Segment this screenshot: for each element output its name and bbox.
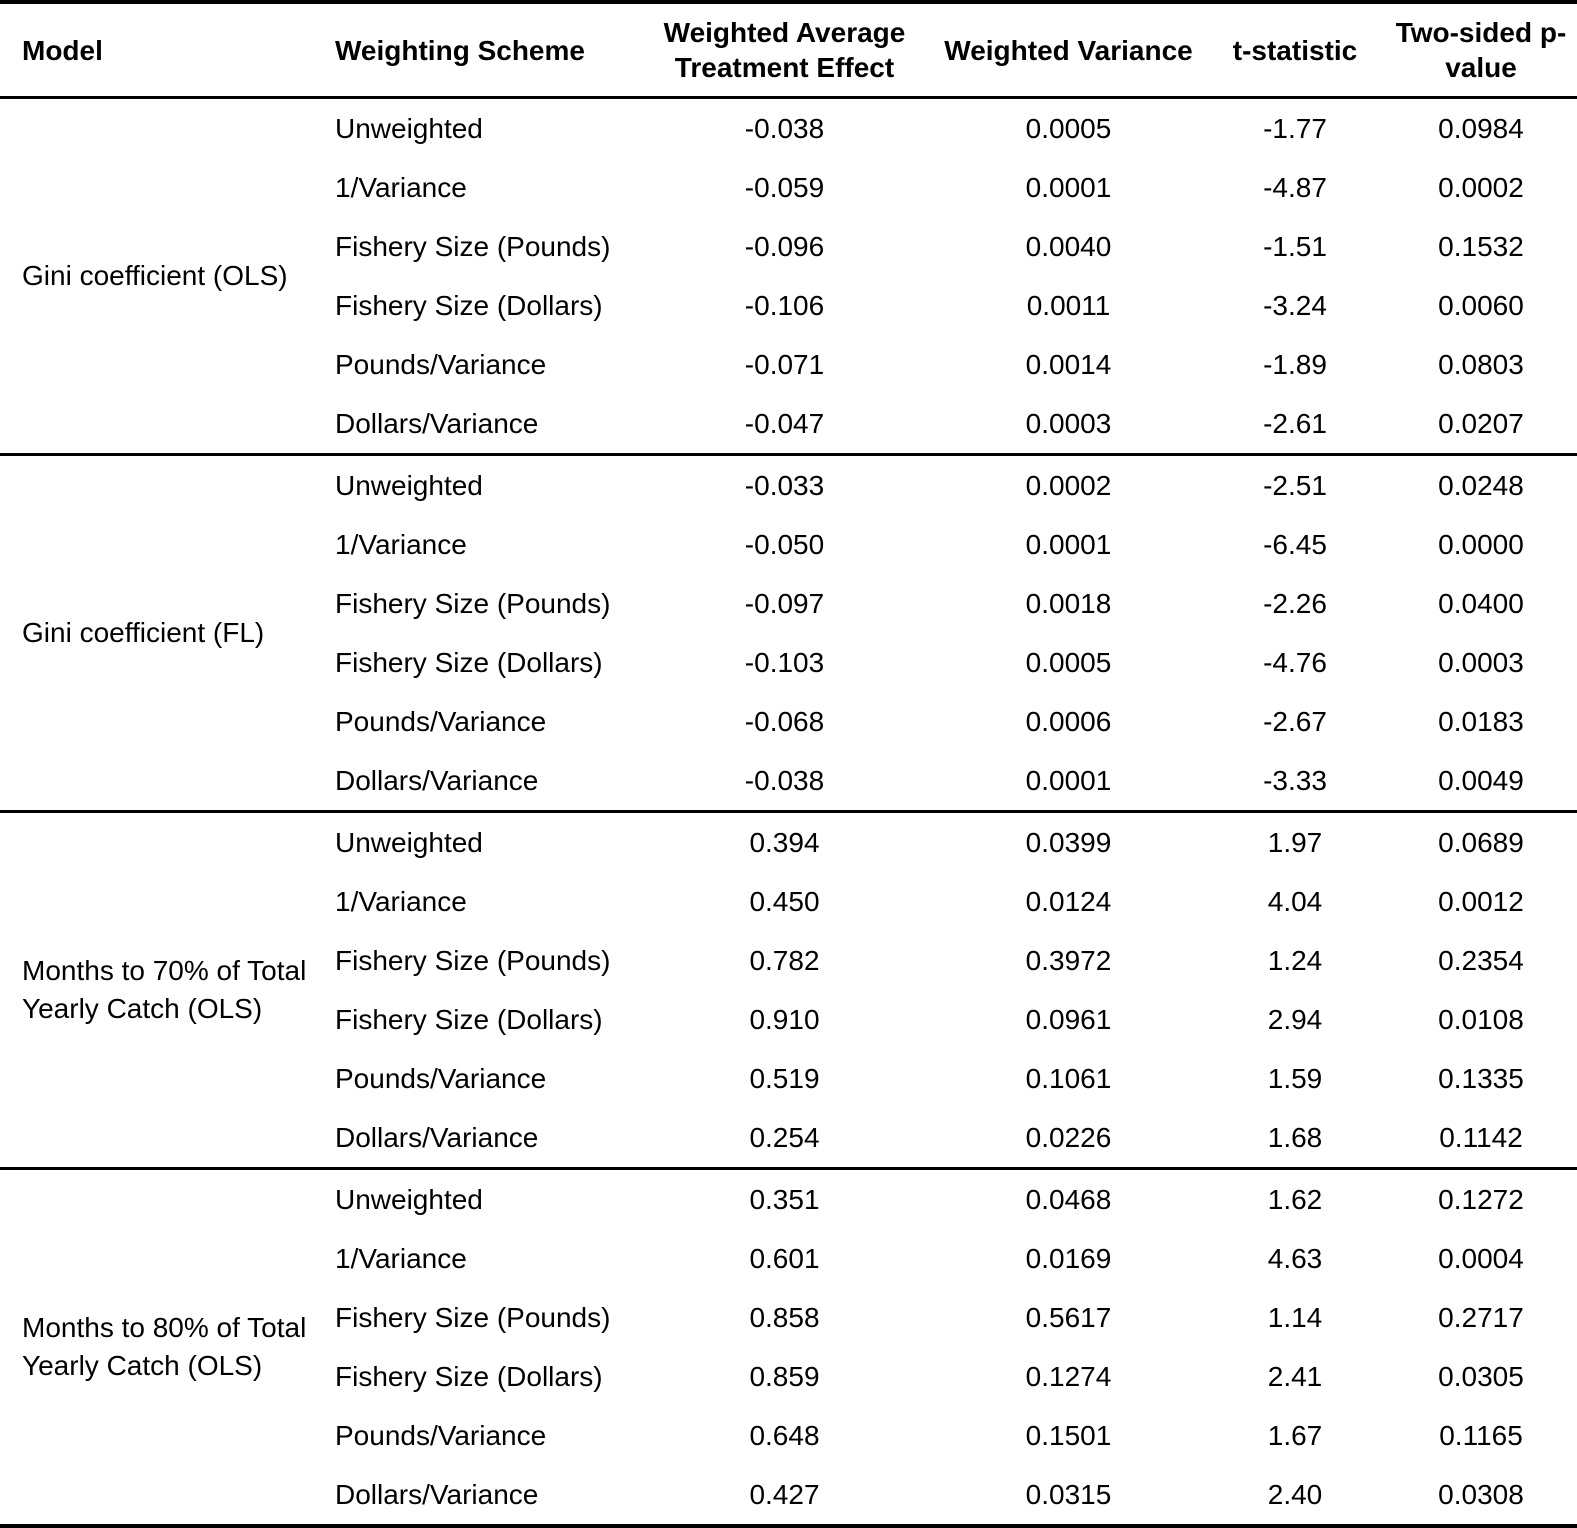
value-cell-pval: 0.0004 xyxy=(1385,1229,1577,1288)
value-cell-wvar: 0.0226 xyxy=(932,1108,1205,1169)
value-cell-wvar: 0.0003 xyxy=(932,394,1205,455)
value-cell-wvar: 0.0011 xyxy=(932,276,1205,335)
value-cell-wate: -0.068 xyxy=(637,692,932,751)
column-header-wate: Weighted Average Treatment Effect xyxy=(637,2,932,98)
value-cell-wvar: 0.0014 xyxy=(932,335,1205,394)
value-cell-wate: -0.047 xyxy=(637,394,932,455)
column-header-tstat: t-statistic xyxy=(1205,2,1385,98)
value-cell-tstat: -4.76 xyxy=(1205,633,1385,692)
table-row xyxy=(0,98,1577,159)
weighting-scheme-cell: 1/Variance xyxy=(325,1229,637,1288)
value-cell-wate: 0.859 xyxy=(637,1347,932,1406)
value-cell-wvar: 0.0468 xyxy=(932,1169,1205,1230)
value-cell-wvar: 0.1274 xyxy=(932,1347,1205,1406)
value-cell-wate: 0.450 xyxy=(637,872,932,931)
header-row xyxy=(0,2,1577,98)
value-cell-pval: 0.0002 xyxy=(1385,158,1577,217)
value-cell-pval: 0.1272 xyxy=(1385,1169,1577,1230)
value-cell-pval: 0.0689 xyxy=(1385,812,1577,873)
value-cell-tstat: -2.61 xyxy=(1205,394,1385,455)
value-cell-wate: -0.103 xyxy=(637,633,932,692)
weighting-scheme-cell: Unweighted xyxy=(325,98,637,159)
value-cell-wate: -0.038 xyxy=(637,751,932,812)
table-row xyxy=(0,455,1577,516)
weighting-scheme-cell: Unweighted xyxy=(325,455,637,516)
weighting-scheme-cell: Dollars/Variance xyxy=(325,751,637,812)
value-cell-wate: -0.033 xyxy=(637,455,932,516)
value-cell-wvar: 0.0399 xyxy=(932,812,1205,873)
value-cell-wvar: 0.1501 xyxy=(932,1406,1205,1465)
value-cell-tstat: 2.94 xyxy=(1205,990,1385,1049)
weighting-scheme-cell: Dollars/Variance xyxy=(325,1108,637,1169)
value-cell-wate: -0.038 xyxy=(637,98,932,159)
value-cell-wate: 0.254 xyxy=(637,1108,932,1169)
weighting-scheme-cell: Dollars/Variance xyxy=(325,394,637,455)
value-cell-pval: 0.1335 xyxy=(1385,1049,1577,1108)
weighting-scheme-cell: 1/Variance xyxy=(325,872,637,931)
value-cell-tstat: 1.68 xyxy=(1205,1108,1385,1169)
value-cell-wate: 0.427 xyxy=(637,1465,932,1526)
value-cell-tstat: 4.63 xyxy=(1205,1229,1385,1288)
value-cell-pval: 0.0012 xyxy=(1385,872,1577,931)
value-cell-pval: 0.2717 xyxy=(1385,1288,1577,1347)
value-cell-pval: 0.0183 xyxy=(1385,692,1577,751)
value-cell-wvar: 0.0005 xyxy=(932,98,1205,159)
value-cell-tstat: 1.67 xyxy=(1205,1406,1385,1465)
weighting-scheme-cell: Unweighted xyxy=(325,1169,637,1230)
value-cell-tstat: -2.26 xyxy=(1205,574,1385,633)
model-cell: Months to 80% of Total Yearly Catch (OLS) xyxy=(0,1169,325,1527)
value-cell-tstat: -4.87 xyxy=(1205,158,1385,217)
value-cell-wvar: 0.0005 xyxy=(932,633,1205,692)
value-cell-pval: 0.0003 xyxy=(1385,633,1577,692)
value-cell-tstat: -3.33 xyxy=(1205,751,1385,812)
weighting-scheme-cell: Pounds/Variance xyxy=(325,1049,637,1108)
value-cell-tstat: -1.89 xyxy=(1205,335,1385,394)
weighting-scheme-cell: Fishery Size (Dollars) xyxy=(325,276,637,335)
weighting-scheme-cell: 1/Variance xyxy=(325,515,637,574)
value-cell-tstat: -1.77 xyxy=(1205,98,1385,159)
weighting-scheme-cell: Fishery Size (Pounds) xyxy=(325,217,637,276)
value-cell-wate: -0.096 xyxy=(637,217,932,276)
value-cell-wvar: 0.0001 xyxy=(932,515,1205,574)
value-cell-pval: 0.0049 xyxy=(1385,751,1577,812)
value-cell-tstat: 1.97 xyxy=(1205,812,1385,873)
value-cell-wate: -0.059 xyxy=(637,158,932,217)
value-cell-pval: 0.0984 xyxy=(1385,98,1577,159)
table-row xyxy=(0,812,1577,873)
value-cell-tstat: 2.40 xyxy=(1205,1465,1385,1526)
value-cell-pval: 0.0305 xyxy=(1385,1347,1577,1406)
value-cell-tstat: 1.59 xyxy=(1205,1049,1385,1108)
value-cell-wate: 0.782 xyxy=(637,931,932,990)
column-header-scheme: Weighting Scheme xyxy=(325,2,637,98)
value-cell-pval: 0.1532 xyxy=(1385,217,1577,276)
weighting-scheme-cell: Fishery Size (Pounds) xyxy=(325,931,637,990)
value-cell-pval: 0.1142 xyxy=(1385,1108,1577,1169)
weighting-scheme-cell: Dollars/Variance xyxy=(325,1465,637,1526)
value-cell-tstat: -6.45 xyxy=(1205,515,1385,574)
value-cell-tstat: 2.41 xyxy=(1205,1347,1385,1406)
value-cell-wvar: 0.0001 xyxy=(932,158,1205,217)
value-cell-pval: 0.1165 xyxy=(1385,1406,1577,1465)
weighting-scheme-cell: Fishery Size (Dollars) xyxy=(325,1347,637,1406)
value-cell-wate: 0.648 xyxy=(637,1406,932,1465)
value-cell-wvar: 0.0006 xyxy=(932,692,1205,751)
value-cell-wate: 0.351 xyxy=(637,1169,932,1230)
value-cell-tstat: -2.51 xyxy=(1205,455,1385,516)
weighting-scheme-cell: Pounds/Variance xyxy=(325,692,637,751)
value-cell-tstat: -2.67 xyxy=(1205,692,1385,751)
value-cell-wvar: 0.0169 xyxy=(932,1229,1205,1288)
value-cell-wvar: 0.0315 xyxy=(932,1465,1205,1526)
value-cell-pval: 0.0803 xyxy=(1385,335,1577,394)
value-cell-pval: 0.0060 xyxy=(1385,276,1577,335)
column-header-model: Model xyxy=(0,2,325,98)
value-cell-tstat: 1.14 xyxy=(1205,1288,1385,1347)
value-cell-wvar: 0.0001 xyxy=(932,751,1205,812)
column-header-pval: Two-sided p-value xyxy=(1385,2,1577,98)
value-cell-wate: -0.106 xyxy=(637,276,932,335)
table-row xyxy=(0,1169,1577,1230)
weighting-scheme-cell: 1/Variance xyxy=(325,158,637,217)
value-cell-pval: 0.0207 xyxy=(1385,394,1577,455)
value-cell-wvar: 0.0002 xyxy=(932,455,1205,516)
value-cell-tstat: 4.04 xyxy=(1205,872,1385,931)
table-body xyxy=(0,98,1577,1527)
value-cell-wvar: 0.5617 xyxy=(932,1288,1205,1347)
value-cell-wvar: 0.0961 xyxy=(932,990,1205,1049)
value-cell-wate: 0.858 xyxy=(637,1288,932,1347)
column-header-wvar: Weighted Variance xyxy=(932,2,1205,98)
weighting-scheme-cell: Fishery Size (Dollars) xyxy=(325,990,637,1049)
value-cell-wate: -0.097 xyxy=(637,574,932,633)
value-cell-wvar: 0.0040 xyxy=(932,217,1205,276)
value-cell-wate: -0.050 xyxy=(637,515,932,574)
value-cell-tstat: -3.24 xyxy=(1205,276,1385,335)
value-cell-wvar: 0.0124 xyxy=(932,872,1205,931)
value-cell-wate: 0.394 xyxy=(637,812,932,873)
value-cell-pval: 0.0308 xyxy=(1385,1465,1577,1526)
model-cell: Months to 70% of Total Yearly Catch (OLS) xyxy=(0,812,325,1169)
value-cell-pval: 0.0000 xyxy=(1385,515,1577,574)
model-cell: Gini coefficient (OLS) xyxy=(0,98,325,455)
value-cell-pval: 0.0248 xyxy=(1385,455,1577,516)
value-cell-tstat: -1.51 xyxy=(1205,217,1385,276)
value-cell-pval: 0.0108 xyxy=(1385,990,1577,1049)
value-cell-wate: -0.071 xyxy=(637,335,932,394)
value-cell-wate: 0.519 xyxy=(637,1049,932,1108)
weighting-scheme-cell: Fishery Size (Dollars) xyxy=(325,633,637,692)
weighting-scheme-cell: Pounds/Variance xyxy=(325,1406,637,1465)
value-cell-wate: 0.601 xyxy=(637,1229,932,1288)
value-cell-wvar: 0.1061 xyxy=(932,1049,1205,1108)
value-cell-tstat: 1.24 xyxy=(1205,931,1385,990)
weighting-scheme-cell: Unweighted xyxy=(325,812,637,873)
weighting-scheme-cell: Fishery Size (Pounds) xyxy=(325,1288,637,1347)
value-cell-wvar: 0.3972 xyxy=(932,931,1205,990)
value-cell-wvar: 0.0018 xyxy=(932,574,1205,633)
value-cell-pval: 0.0400 xyxy=(1385,574,1577,633)
weighting-scheme-cell: Fishery Size (Pounds) xyxy=(325,574,637,633)
value-cell-wate: 0.910 xyxy=(637,990,932,1049)
value-cell-tstat: 1.62 xyxy=(1205,1169,1385,1230)
weighting-scheme-cell: Pounds/Variance xyxy=(325,335,637,394)
value-cell-pval: 0.2354 xyxy=(1385,931,1577,990)
model-cell: Gini coefficient (FL) xyxy=(0,455,325,812)
